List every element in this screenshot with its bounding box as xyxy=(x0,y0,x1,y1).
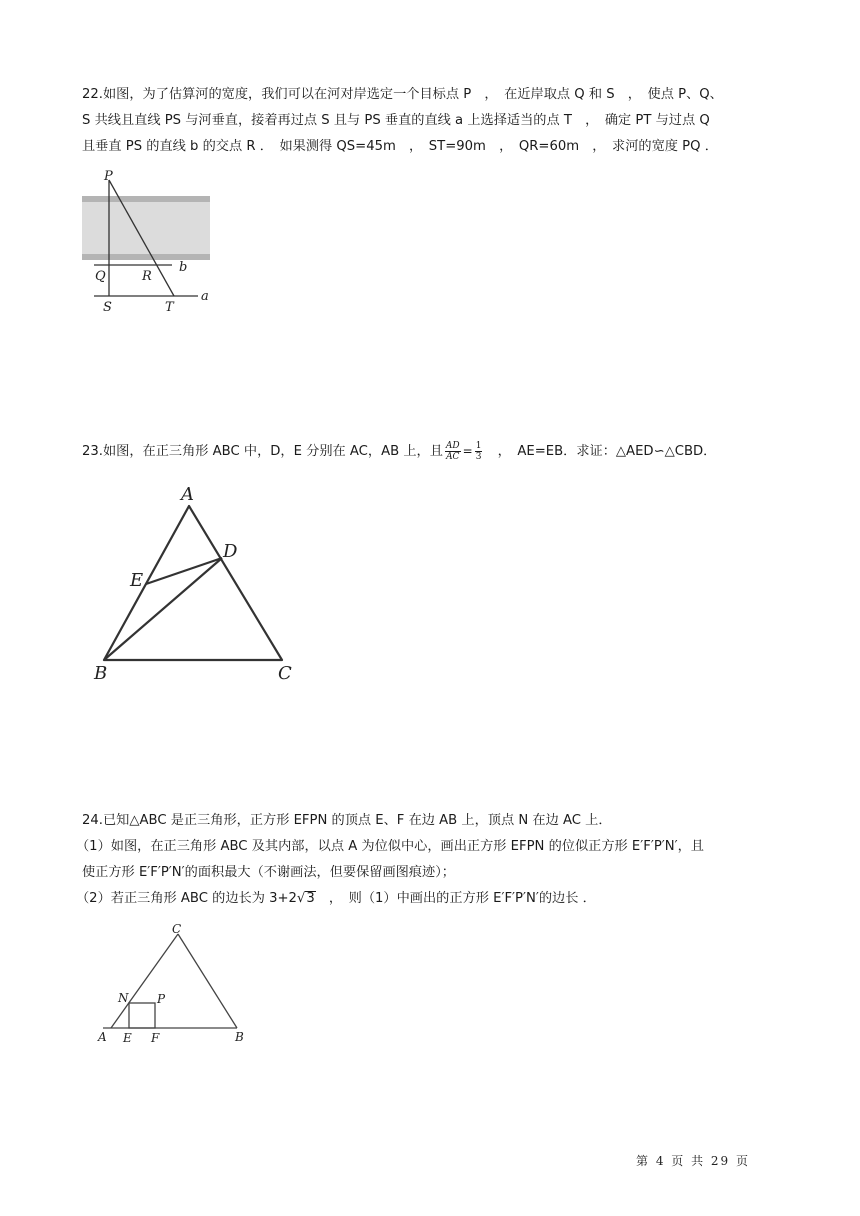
label-p: P xyxy=(157,992,166,1006)
label-e: E xyxy=(130,570,144,591)
segment-bd xyxy=(104,558,222,660)
q23-suffix: ， AE=EB．求证：△AED∽△CBD． xyxy=(484,444,717,459)
river-bank-top xyxy=(82,196,210,202)
label-a: A xyxy=(181,484,194,505)
fraction-ad-ac xyxy=(445,441,461,462)
q23-prefix: 23.如图，在正三角形 ABC 中，D，E 分别在 AC，AB 上，且 xyxy=(82,444,443,459)
label-f: F xyxy=(151,1031,160,1045)
label-a: A xyxy=(98,1030,107,1044)
page-footer: 第 4 页 共 29 页 xyxy=(636,1154,750,1168)
q22-line-2: S 共线且直线 PS 与河垂直，接着再过点 S 且与 PS 垂直的直线 a 上选择适当的点 T ， 确定 PT 与过点 Q xyxy=(82,113,710,128)
q22-river-figure xyxy=(76,168,226,316)
q24-line-1: 24.已知△ABC 是正三角形，正方形 EFPN 的顶点 E、F 在边 AB 上，顶点 N 在边 AC 上． xyxy=(82,813,612,828)
q24-line-3: 使正方形 E′F′P′N′的面积最大（不谢画法，但要保留画图痕迹）； xyxy=(82,865,455,880)
label-s: S xyxy=(103,300,112,315)
q23-triangle-figure xyxy=(86,480,316,690)
q22-line-1: 22.如图，为了估算河的宽度，我们可以在河对岸选定一个目标点 P ， 在近岸取点 Q 和 S ， 使点 P、Q、 xyxy=(82,87,723,102)
equals-sign: = xyxy=(462,444,473,458)
side-cb xyxy=(178,934,237,1028)
label-n: N xyxy=(118,991,129,1005)
question-23 xyxy=(82,438,782,465)
frac-den-3: 3 xyxy=(475,451,482,462)
sqrt-radicand: 3 xyxy=(306,891,315,906)
label-b: b xyxy=(179,260,188,275)
q24-line4-prefix: （2）若正三角形 ABC 的边长为 3+2 xyxy=(76,891,297,906)
label-a: a xyxy=(201,289,209,304)
q22-line-3: 且垂直 PS 的直线 b 的交点 R ． 如果测得 QS=45m ， ST=90m ， QR=60m ， 求河的宽度 PQ ． xyxy=(82,139,718,154)
label-r: R xyxy=(142,269,152,284)
label-d: D xyxy=(223,541,238,562)
label-b: B xyxy=(235,1030,244,1044)
label-c: C xyxy=(278,663,292,684)
q24-line4-suffix: ， 则（1）中画出的正方形 E′F′P′N′的边长 ． xyxy=(315,891,596,906)
river-bank-bottom xyxy=(82,254,210,260)
q24-line-4 xyxy=(76,886,782,912)
frac-num-ad: AD xyxy=(445,440,460,451)
frac-den-ac: AC xyxy=(446,451,460,462)
label-q: Q xyxy=(95,269,106,284)
question-22 xyxy=(82,82,782,160)
label-e: E xyxy=(123,1031,132,1045)
label-c: C xyxy=(172,922,182,936)
square-efpn xyxy=(129,1003,155,1028)
q24-triangle-square-figure xyxy=(94,918,254,1048)
label-b: B xyxy=(94,663,108,684)
q24-line-2: （1）如图，在正三角形 ABC 及其内部，以点 A 为位似中心，画出正方形 EFPN 的位似正方形 E′F′P′N′，且 xyxy=(76,839,704,854)
sqrt-symbol: √ xyxy=(296,891,306,906)
side-ac xyxy=(111,934,178,1028)
frac-num-1: 1 xyxy=(475,440,482,451)
label-p: P xyxy=(104,169,113,184)
river-band xyxy=(82,198,210,258)
label-t: T xyxy=(165,300,174,315)
q23-line-1 xyxy=(82,438,782,465)
question-24 xyxy=(76,808,782,912)
fraction-one-third xyxy=(475,441,483,462)
